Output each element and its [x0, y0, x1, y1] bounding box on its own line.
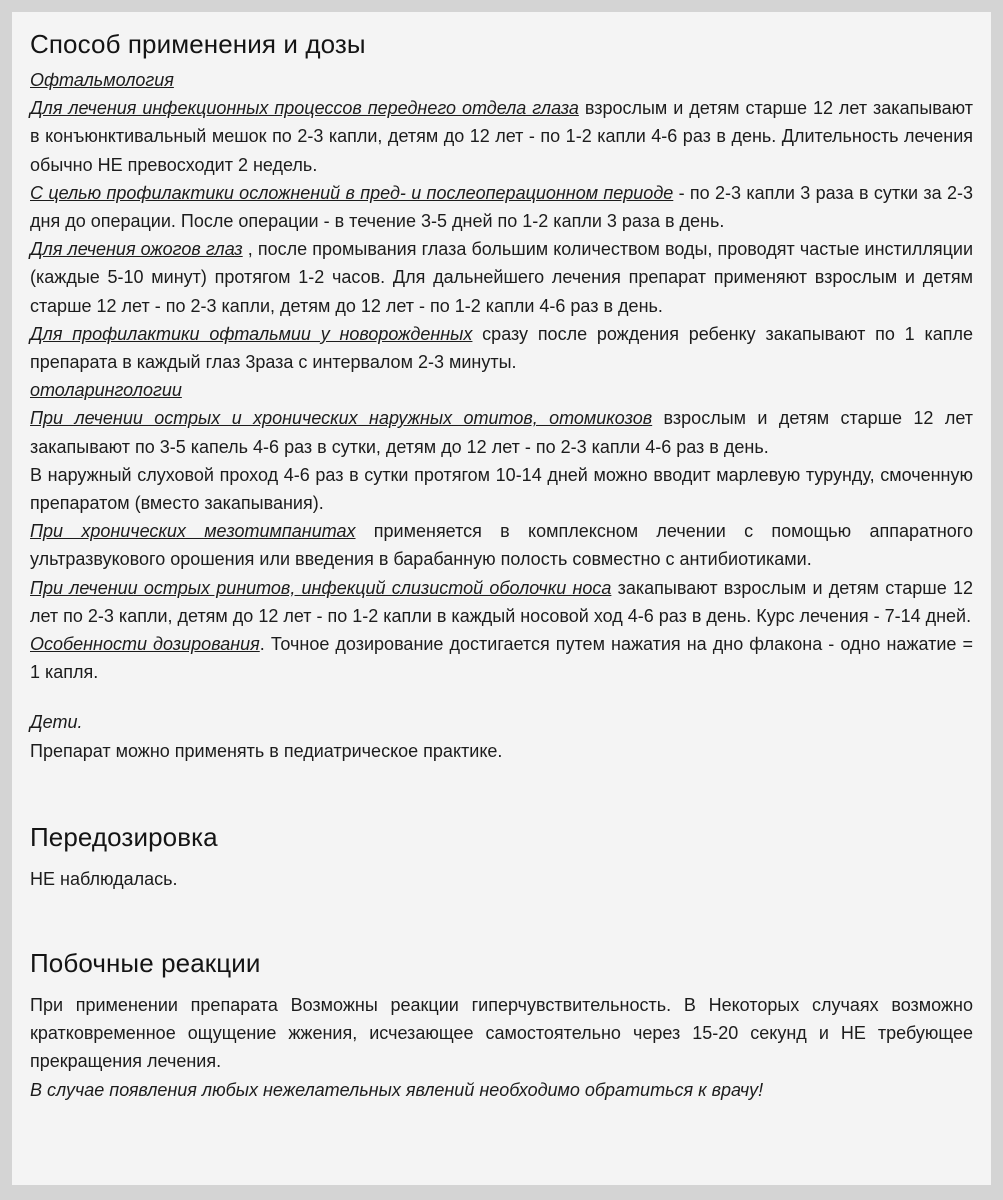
emphasis-text: Особенности дозирования: [30, 634, 260, 655]
emphasis-text: В случае появления любых нежелательных явлений необходимо обратиться к врачу!: [30, 1079, 764, 1100]
children-label: [30, 708, 973, 736]
spacer: [30, 686, 973, 708]
emphasis-text: Дети.: [30, 712, 83, 733]
paragraph-text: взрослым и детям старше 12 лет закапывают в конъюнктивальный мешок по 2-3 капли, детям до 12 лет - по 1-2 капли 4-6 раз в день. Длительность лечения обычно НЕ превосходит 2 недель.: [30, 98, 973, 175]
paragraph-text: сразу после рождения ребенку закапывают по 1 капле препарата в каждый глаз 3раза с интервалом 2-3 минуты.: [30, 323, 973, 373]
paragraph-text: , после промывания глаза большим количеством воды, проводят частые инстилляции (каждые 5-10 минут) протягом 1-2 часов. Для дальнейшего лечения препарат применяют взрослым и детям старше 12 лет - по 2-3 капли, детям до 12 лет - по 1-2 капли 4-6 раз в день.: [30, 239, 973, 316]
spacer: [30, 765, 973, 819]
emphasis-text: Для профилактики офтальмии у новорожденных: [30, 323, 473, 344]
category-otolaryngology: отоларингологии: [30, 380, 182, 401]
paragraph-text: взрослым и детям старше 12 лет закапывают по 3-5 капель 4-6 раз в сутки, детям до 12 лет - по 2-3 капли 4-6 раз в день.: [30, 408, 973, 457]
paragraph-mesotympanitis: [30, 517, 973, 573]
paragraph-ear-turunda: В наружный слуховой проход 4-6 раз в сутки протягом 10-14 дней можно вводит марлевую турунду, смоченную препаратом (вместо закапывания).: [30, 464, 973, 514]
paragraph-rhinitis: [30, 574, 973, 630]
paragraph-text: - по 2-3 капли 3 раза в сутки за 2-3 дня до операции. После операции - в течение 3-5 дней по 1-2 капли 3 раза в день.: [30, 182, 973, 232]
paragraph-text: . Точное дозирование достигается путем нажатия на дно флакона - одно нажатие = 1 капля.: [30, 634, 973, 683]
paragraph-text: закапывают взрослым и детям старше 12 лет по 2-3 капли, детям до 12 лет - по 1-2 капли в каждый носовой ход 4-6 раз в день. Курс лечения - 7-14 дней.: [30, 577, 973, 626]
paragraph-text: применяется в комплексном лечении с помощью аппаратного ультразвукового орошения или введения в барабанную полость совместно с антибиотиками.: [30, 521, 973, 570]
paragraph-overdose: НЕ наблюдалась.: [30, 868, 178, 889]
document-sheet: [12, 12, 991, 1185]
section-title-overdose: Передозировка: [30, 821, 218, 852]
paragraph-otitis: [30, 404, 973, 460]
paragraph-anterior-eye-infections: [30, 94, 973, 179]
emphasis-text: С целью профилактики осложнений в пред- и послеоперационном периоде: [30, 182, 674, 203]
emphasis-text: При хронических мезотимпанитах: [30, 521, 356, 542]
emphasis-text: При лечении острых и хронических наружных отитов, отомикозов: [30, 408, 653, 429]
paragraph-surgery-prophylaxis: [30, 179, 973, 235]
section-title-side-effects: Побочные реакции: [30, 948, 261, 979]
spacer: [30, 893, 973, 945]
section-title-dosage: Способ применения и дозы: [30, 29, 366, 59]
category-ophthalmology: Офтальмология: [30, 70, 174, 90]
paragraph-children: Препарат можно применять в педиатрическое практике.: [30, 740, 503, 761]
paragraph-dosing-features: [30, 630, 973, 686]
paragraph-side-effects: При применении препарата Возможны реакции гиперчувствительность. В Некоторых случаях возможно кратковременное ощущение жжения, исчезающее самостоятельно через 15-20 секунд и НЕ требующее прекращения лечения.: [30, 995, 973, 1072]
emphasis-text: При лечении острых ринитов, инфекций слизистой оболочки носа: [30, 577, 612, 598]
emphasis-text: Для лечения ожогов глаз: [30, 239, 243, 260]
paragraph-warning: [30, 1076, 973, 1104]
paragraph-newborn-ophthalmia: [30, 320, 973, 376]
paragraph-eye-burns: [30, 235, 973, 320]
emphasis-text: Для лечения инфекционных процессов переднего отдела глаза: [30, 98, 579, 119]
